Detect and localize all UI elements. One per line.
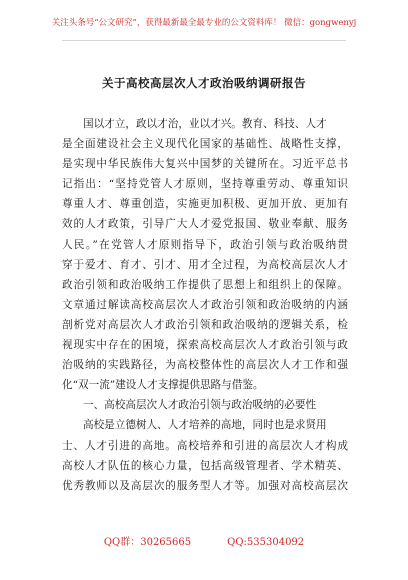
paragraph-line: 文章通过解读高校高层次人才政治引领和政治吸纳的内涵 [62, 298, 348, 311]
footer-qq-group: QQ群：30265665 [103, 537, 192, 548]
paragraph-line: 政治引领和政治吸纳工作提供了思想上和组织上的保障。 [62, 278, 348, 291]
paragraph-line: 尊重人才、尊重创造，实施更加积极、更加开放、更加有 [62, 198, 348, 211]
paragraph-line: 是全面建设社会主义现代化国家的基础性、战略性支撑， [62, 138, 348, 151]
paragraph-line: 治吸纳的实践路径，为高校整体性的高层次人才工作和强 [62, 359, 348, 372]
paragraph-line: 高校人才队伍的核心力量，包括高级管理者、学术精英、 [62, 459, 348, 472]
footer-qq: QQ:535304092 [227, 537, 305, 548]
paragraph-line: 士、人才引进的高地。高校培养和引进的高层次人才构成 [62, 439, 348, 452]
paragraph-line: 视现实中存在的困境，探索高校高层次人才政治引领与政 [62, 339, 348, 352]
paragraph-line: 人民。”在党管人才原则指导下，政治引领与政治吸纳贯 [62, 238, 348, 251]
header-divider [62, 40, 346, 41]
footer-contact [0, 533, 408, 548]
document-title: 关于高校高层次人才政治吸纳调研报告 [102, 76, 306, 90]
paragraph-line: 效的人才政策，引导广大人才爱党报国、敬业奉献、服务 [62, 218, 348, 231]
paragraph-line: 剖析党对高层次人才政治引领和政治吸纳的逻辑关系，检 [62, 318, 348, 331]
paragraph-line: 高校是立德树人、人才培养的高地，同时也是求贤用 [83, 419, 327, 432]
paragraph-line: 国以才立，政以才治，业以才兴。教育、科技、人才 [83, 118, 327, 130]
paragraph-line: 穿于爱才、育才、引才、用才全过程，为高校高层次人才 [62, 258, 348, 271]
paragraph-line: 是实现中华民族伟大复兴中国梦的关键所在。习近平总书 [62, 158, 348, 171]
paragraph-line: 化“双一流”建设人才支撑提供思路与借鉴。 [62, 379, 264, 392]
header-banner: 关注头条号“公文研究”，获得最新最全最专业的公文资料库！ 微信：gongwenyj [51, 18, 357, 28]
document-body [62, 114, 348, 496]
paragraph-line: 优秀教师以及高层次的服务型人才等。加强对高校高层次 [62, 479, 348, 492]
section-heading: 一、高校高层次人才政治引领与政治吸纳的必要性 [83, 399, 317, 412]
paragraph-line: 记指出：“坚持党管人才原则，坚持尊重劳动、尊重知识 [62, 178, 348, 191]
